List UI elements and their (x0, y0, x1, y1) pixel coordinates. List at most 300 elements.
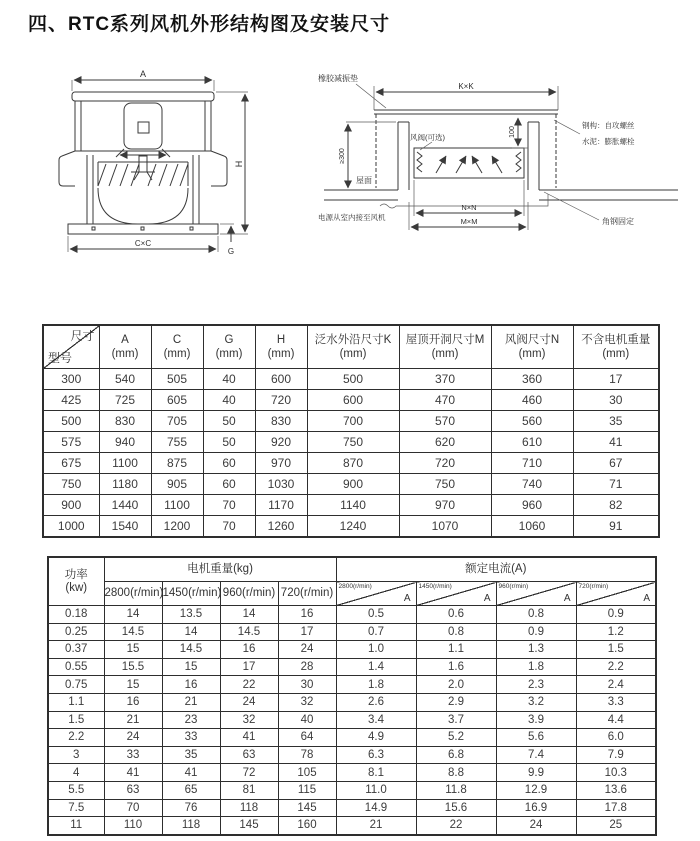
dim-col-unit: (mm) (602, 348, 630, 360)
dim-col-name: C (172, 334, 182, 346)
weight-cell: 24 (278, 641, 336, 659)
current-cell: 4.4 (576, 711, 656, 729)
weight-cell: 115 (278, 781, 336, 799)
current-cell: 0.9 (576, 606, 656, 624)
current-speed-header (576, 582, 656, 606)
current-unit-label: A (403, 593, 411, 604)
dim-value-cell: 40 (203, 369, 255, 390)
rubber-pad-label: 橡胶减振垫 (318, 74, 358, 83)
dim-value-cell: 67 (573, 453, 659, 474)
dim-value-cell: 71 (573, 474, 659, 495)
dim-col-header (255, 325, 307, 369)
dim-value-cell: 370 (399, 369, 491, 390)
dim-value-cell: 460 (491, 390, 573, 411)
current-cell: 6.0 (576, 729, 656, 747)
power-cell: 7.5 (48, 799, 104, 817)
weight-cell: 118 (220, 799, 278, 817)
dimension-a (72, 69, 214, 91)
weight-cell: 81 (220, 781, 278, 799)
dim-col-name: G (224, 334, 234, 346)
dim-col-unit: (mm) (339, 348, 367, 360)
current-cell: 5.2 (416, 729, 496, 747)
weight-cell: 35 (162, 746, 220, 764)
current-speed-label: 2800(r/min) (338, 583, 372, 590)
motor-table-row (48, 693, 656, 711)
weight-cell: 22 (220, 676, 278, 694)
dim-value-cell: 40 (203, 390, 255, 411)
impeller (98, 156, 188, 186)
dimension-table-row (43, 453, 659, 474)
current-unit-label: A (643, 593, 651, 604)
motor-table-row (48, 711, 656, 729)
current-cell: 1.0 (336, 641, 416, 659)
current-cell: 1.3 (496, 641, 576, 659)
current-cell: 12.9 (496, 781, 576, 799)
current-cell: 6.3 (336, 746, 416, 764)
motor-table-header-row-1 (48, 557, 656, 582)
dimension-c (68, 236, 218, 252)
model-cell: 500 (43, 411, 99, 432)
motor-table-row (48, 729, 656, 747)
dim-value-cell: 70 (203, 495, 255, 516)
dim-value-cell: 570 (399, 411, 491, 432)
dim-col-unit: (mm) (163, 348, 191, 360)
power-cell: 1.1 (48, 693, 104, 711)
dim-value-cell: 82 (573, 495, 659, 516)
weight-cell: 33 (104, 746, 162, 764)
weight-cell: 63 (220, 746, 278, 764)
power-cell: 0.75 (48, 676, 104, 694)
weight-cell: 28 (278, 658, 336, 676)
dim-value-cell: 750 (399, 474, 491, 495)
dimension-table-row (43, 369, 659, 390)
dim-value-cell: 91 (573, 516, 659, 538)
current-cell: 11.0 (336, 781, 416, 799)
current-cell: 21 (336, 817, 416, 835)
damper (414, 148, 524, 178)
current-cell: 9.9 (496, 764, 576, 782)
dim-value-cell: 905 (151, 474, 203, 495)
dim-value-cell: 35 (573, 411, 659, 432)
weight-cell: 21 (162, 693, 220, 711)
dim-value-cell: 830 (99, 411, 151, 432)
dim-value-cell: 1260 (255, 516, 307, 538)
dim-col-unit: (mm) (518, 348, 546, 360)
current-cell: 3.4 (336, 711, 416, 729)
current-cell: 3.9 (496, 711, 576, 729)
dimension-table-row (43, 432, 659, 453)
weight-cell: 15.5 (104, 658, 162, 676)
weight-cell: 78 (278, 746, 336, 764)
current-cell: 3.3 (576, 693, 656, 711)
current-cell: 14.9 (336, 799, 416, 817)
weight-cell: 14 (162, 623, 220, 641)
current-cell: 1.4 (336, 658, 416, 676)
current-cell: 2.3 (496, 676, 576, 694)
power-cell: 3 (48, 746, 104, 764)
base-plate (68, 224, 218, 234)
dim-col-header (491, 325, 573, 369)
power-cell: 4 (48, 764, 104, 782)
current-cell: 8.1 (336, 764, 416, 782)
dim-value-cell: 560 (491, 411, 573, 432)
current-cell: 7.4 (496, 746, 576, 764)
weight-cell: 15 (104, 641, 162, 659)
dim-value-cell: 600 (255, 369, 307, 390)
weight-cell: 14.5 (104, 623, 162, 641)
dim-value-cell: 940 (99, 432, 151, 453)
weight-cell: 63 (104, 781, 162, 799)
current-speed-label: 720(r/min) (578, 583, 609, 590)
motor-table-row (48, 746, 656, 764)
dimension-table-header-row (43, 325, 659, 369)
model-cell: 575 (43, 432, 99, 453)
weight-cell: 33 (162, 729, 220, 747)
dim-value-cell: 870 (307, 453, 399, 474)
dim-col-header (151, 325, 203, 369)
weight-cell: 14.5 (220, 623, 278, 641)
current-speed-header (336, 582, 416, 606)
dim-value-cell: 600 (307, 390, 399, 411)
current-cell: 1.8 (336, 676, 416, 694)
dim-h-label: H (234, 160, 244, 168)
dim-value-cell: 1030 (255, 474, 307, 495)
dim-value-cell: 900 (307, 474, 399, 495)
dim-value-cell: 830 (255, 411, 307, 432)
dim-col-header (203, 325, 255, 369)
dim-value-cell: 50 (203, 411, 255, 432)
current-speed-label: 1450(r/min) (418, 583, 452, 590)
dim-col-unit: (mm) (431, 348, 459, 360)
weight-speed-header: 720(r/min) (278, 582, 336, 606)
dim-g-label: G (227, 247, 235, 256)
power-cell: 0.55 (48, 658, 104, 676)
dim-value-cell: 60 (203, 474, 255, 495)
motor-table-header-row-2 (48, 582, 656, 606)
motor-table (47, 556, 657, 836)
dim-col-name: 风阀尺寸N (504, 334, 560, 346)
fan-front-view-diagram (38, 66, 308, 266)
current-cell: 1.8 (496, 658, 576, 676)
dim-mxm-label: M×M (460, 217, 478, 226)
current-cell: 22 (416, 817, 496, 835)
weight-cell: 24 (220, 693, 278, 711)
dim-value-cell: 1440 (99, 495, 151, 516)
dim-kxk-label: K×K (458, 82, 474, 91)
motor-table-row (48, 764, 656, 782)
dim-value-cell: 30 (573, 390, 659, 411)
weight-cell: 110 (104, 817, 162, 835)
dim-col-name: 屋顶开洞尺寸M (405, 334, 485, 346)
weight-cell: 30 (278, 676, 336, 694)
dimension-h (216, 92, 248, 234)
weight-cell: 15 (162, 658, 220, 676)
weight-cell: 64 (278, 729, 336, 747)
current-cell: 0.7 (336, 623, 416, 641)
motor-table-row (48, 641, 656, 659)
model-cell: 675 (43, 453, 99, 474)
dim-value-cell: 610 (491, 432, 573, 453)
dim-value-cell: 1060 (491, 516, 573, 538)
current-cell: 10.3 (576, 764, 656, 782)
dim-col-header (399, 325, 491, 369)
dim-value-cell: 720 (399, 453, 491, 474)
dim-value-cell: 750 (307, 432, 399, 453)
current-cell: 1.1 (416, 641, 496, 659)
roof-slab (324, 190, 678, 200)
weight-cell: 17 (220, 658, 278, 676)
dim-value-cell: 1100 (151, 495, 203, 516)
current-cell: 2.9 (416, 693, 496, 711)
current-cell: 0.9 (496, 623, 576, 641)
dim-col-unit: (mm) (215, 348, 243, 360)
dim-value-cell: 1180 (99, 474, 151, 495)
dimension-table-row (43, 474, 659, 495)
model-cell: 750 (43, 474, 99, 495)
dim-col-name: 泛水外沿尺寸K (314, 334, 392, 346)
dim-col-header (99, 325, 151, 369)
motor-table-row (48, 606, 656, 624)
weight-cell: 70 (104, 799, 162, 817)
model-cell: 300 (43, 369, 99, 390)
dimension-table-row (43, 411, 659, 432)
dim-value-cell: 470 (399, 390, 491, 411)
dim-value-cell: 875 (151, 453, 203, 474)
dim-col-header (573, 325, 659, 369)
current-cell: 0.8 (416, 623, 496, 641)
damper-callout (410, 132, 445, 150)
weight-group-header: 电机重量(kg) (104, 557, 336, 582)
dim-value-cell: 700 (307, 411, 399, 432)
current-cell: 17.8 (576, 799, 656, 817)
dim-col-name: A (121, 334, 129, 346)
dim-value-cell: 970 (255, 453, 307, 474)
weight-cell: 16 (162, 676, 220, 694)
steel-note-label: 钢构：自攻螺丝 (582, 121, 635, 130)
dim-value-cell: 960 (491, 495, 573, 516)
dimension-table-row (43, 516, 659, 538)
current-cell: 0.8 (496, 606, 576, 624)
weight-cell: 14 (220, 606, 278, 624)
current-unit-label: A (563, 593, 571, 604)
power-cell: 0.37 (48, 641, 104, 659)
dimension-kxk (374, 82, 558, 110)
power-header-cell (48, 557, 104, 606)
dim-value-cell: 1240 (307, 516, 399, 538)
current-cell: 1.5 (576, 641, 656, 659)
corner-size-label: 尺寸 (70, 329, 95, 343)
current-group-header: 额定电流(A) (336, 557, 656, 582)
dim-value-cell: 725 (99, 390, 151, 411)
motor-table-row (48, 799, 656, 817)
current-speed-label: 960(r/min) (498, 583, 529, 590)
weight-cell: 32 (220, 711, 278, 729)
weight-cell: 16 (278, 606, 336, 624)
current-cell: 11.8 (416, 781, 496, 799)
current-cell: 6.8 (416, 746, 496, 764)
dim-value-cell: 1170 (255, 495, 307, 516)
weight-cell: 41 (220, 729, 278, 747)
current-cell: 25 (576, 817, 656, 835)
weight-cell: 160 (278, 817, 336, 835)
motor-table-row (48, 817, 656, 835)
dim-value-cell: 920 (255, 432, 307, 453)
dim-value-cell: 17 (573, 369, 659, 390)
weight-cell: 118 (162, 817, 220, 835)
power-cell: 2.2 (48, 729, 104, 747)
weight-cell: 24 (104, 729, 162, 747)
weight-cell: 40 (278, 711, 336, 729)
dim-value-cell: 1070 (399, 516, 491, 538)
current-cell: 3.2 (496, 693, 576, 711)
dim-value-cell: 41 (573, 432, 659, 453)
current-cell: 7.9 (576, 746, 656, 764)
weight-speed-header: 960(r/min) (220, 582, 278, 606)
weight-cell: 41 (162, 764, 220, 782)
dim-value-cell: 710 (491, 453, 573, 474)
power-cell: 0.25 (48, 623, 104, 641)
model-cell: 900 (43, 495, 99, 516)
dim-a-label: A (139, 69, 147, 79)
dim-value-cell: 720 (255, 390, 307, 411)
dim-value-cell: 605 (151, 390, 203, 411)
weight-cell: 17 (278, 623, 336, 641)
power-cell: 0.18 (48, 606, 104, 624)
dim-col-unit: (mm) (111, 348, 139, 360)
current-cell: 1.2 (576, 623, 656, 641)
weight-speed-header: 2800(r/min) (104, 582, 162, 606)
fastener-callout (554, 120, 635, 146)
weight-cell: 13.5 (162, 606, 220, 624)
dim-value-cell: 755 (151, 432, 203, 453)
current-cell: 3.7 (416, 711, 496, 729)
current-cell: 24 (496, 817, 576, 835)
current-speed-header (416, 582, 496, 606)
volutes (98, 188, 188, 224)
dim-value-cell: 70 (203, 516, 255, 538)
page-title: 四、RTC系列风机外形结构图及安装尺寸 (28, 14, 391, 35)
dimension-g (220, 224, 234, 256)
current-cell: 0.6 (416, 606, 496, 624)
current-cell: 4.9 (336, 729, 416, 747)
current-speed-header (496, 582, 576, 606)
dim-value-cell: 540 (99, 369, 151, 390)
current-cell: 15.6 (416, 799, 496, 817)
weight-cell: 16 (220, 641, 278, 659)
dim-value-cell: 1140 (307, 495, 399, 516)
power-entry (318, 194, 548, 222)
weight-cell: 15 (104, 676, 162, 694)
dimension-table (42, 324, 660, 538)
dim-value-cell: 505 (151, 369, 203, 390)
dimension-table-row (43, 390, 659, 411)
corner-model-label: 型号 (48, 351, 73, 365)
motor-table-row (48, 676, 656, 694)
dim-value-cell: 620 (399, 432, 491, 453)
motor-table-row (48, 623, 656, 641)
current-cell: 13.6 (576, 781, 656, 799)
dim-c-label: C×C (134, 239, 152, 248)
weight-cell: 72 (220, 764, 278, 782)
weight-cell: 32 (278, 693, 336, 711)
weight-speed-header: 1450(r/min) (162, 582, 220, 606)
power-unit: (kw) (65, 581, 88, 594)
angle-fix-label: 角钢固定 (602, 217, 634, 226)
diagram-section (38, 66, 700, 270)
current-cell: 2.4 (576, 676, 656, 694)
dim-nxn-label: N×N (461, 203, 477, 212)
motor-table-row (48, 658, 656, 676)
dim-col-header (307, 325, 399, 369)
dimension-table-row (43, 495, 659, 516)
dim-value-cell: 1100 (99, 453, 151, 474)
current-cell: 8.8 (416, 764, 496, 782)
dim-value-cell: 360 (491, 369, 573, 390)
weight-cell: 65 (162, 781, 220, 799)
current-unit-label: A (483, 593, 491, 604)
weight-cell: 16 (104, 693, 162, 711)
dim-value-cell: 500 (307, 369, 399, 390)
dim-300-label: ≥300 (339, 148, 346, 164)
weight-cell: 105 (278, 764, 336, 782)
weight-cell: 41 (104, 764, 162, 782)
dim-100-label: 100 (509, 126, 516, 138)
dim-value-cell: 50 (203, 432, 255, 453)
dimension-100 (509, 118, 528, 148)
weight-cell: 145 (278, 799, 336, 817)
dim-value-cell: 970 (399, 495, 491, 516)
weight-cell: 14 (104, 606, 162, 624)
dim-col-name: H (276, 334, 286, 346)
dimension-300 (339, 122, 396, 188)
current-cell: 2.2 (576, 658, 656, 676)
motor (116, 103, 170, 157)
power-label: 功率 (64, 568, 88, 581)
current-cell: 16.9 (496, 799, 576, 817)
power-cell: 11 (48, 817, 104, 835)
motor-table-row (48, 781, 656, 799)
dimension-nxn (414, 180, 524, 216)
fan-installation-diagram (316, 70, 692, 270)
weight-cell: 23 (162, 711, 220, 729)
power-cell: 5.5 (48, 781, 104, 799)
dim-value-cell: 705 (151, 411, 203, 432)
dim-col-name: 不含电机重量 (581, 334, 651, 346)
weight-cell: 14.5 (162, 641, 220, 659)
weight-cell: 76 (162, 799, 220, 817)
dim-value-cell: 1200 (151, 516, 203, 538)
power-cell: 1.5 (48, 711, 104, 729)
dim-value-cell: 60 (203, 453, 255, 474)
current-cell: 2.6 (336, 693, 416, 711)
current-cell: 5.6 (496, 729, 576, 747)
current-cell: 1.6 (416, 658, 496, 676)
current-cell: 2.0 (416, 676, 496, 694)
weight-cell: 21 (104, 711, 162, 729)
dimension-table-corner-cell (43, 325, 99, 369)
dim-value-cell: 1540 (99, 516, 151, 538)
weight-cell: 145 (220, 817, 278, 835)
model-cell: 1000 (43, 516, 99, 538)
dim-value-cell: 740 (491, 474, 573, 495)
power-note-label: 电源从室内接至风机 (318, 213, 386, 222)
angle-steel-callout (544, 192, 634, 226)
cement-note-label: 水泥：膨胀螺栓 (582, 137, 635, 146)
rubber-pad-callout (318, 73, 386, 108)
model-cell: 425 (43, 390, 99, 411)
current-cell: 0.5 (336, 606, 416, 624)
dim-col-unit: (mm) (267, 348, 295, 360)
